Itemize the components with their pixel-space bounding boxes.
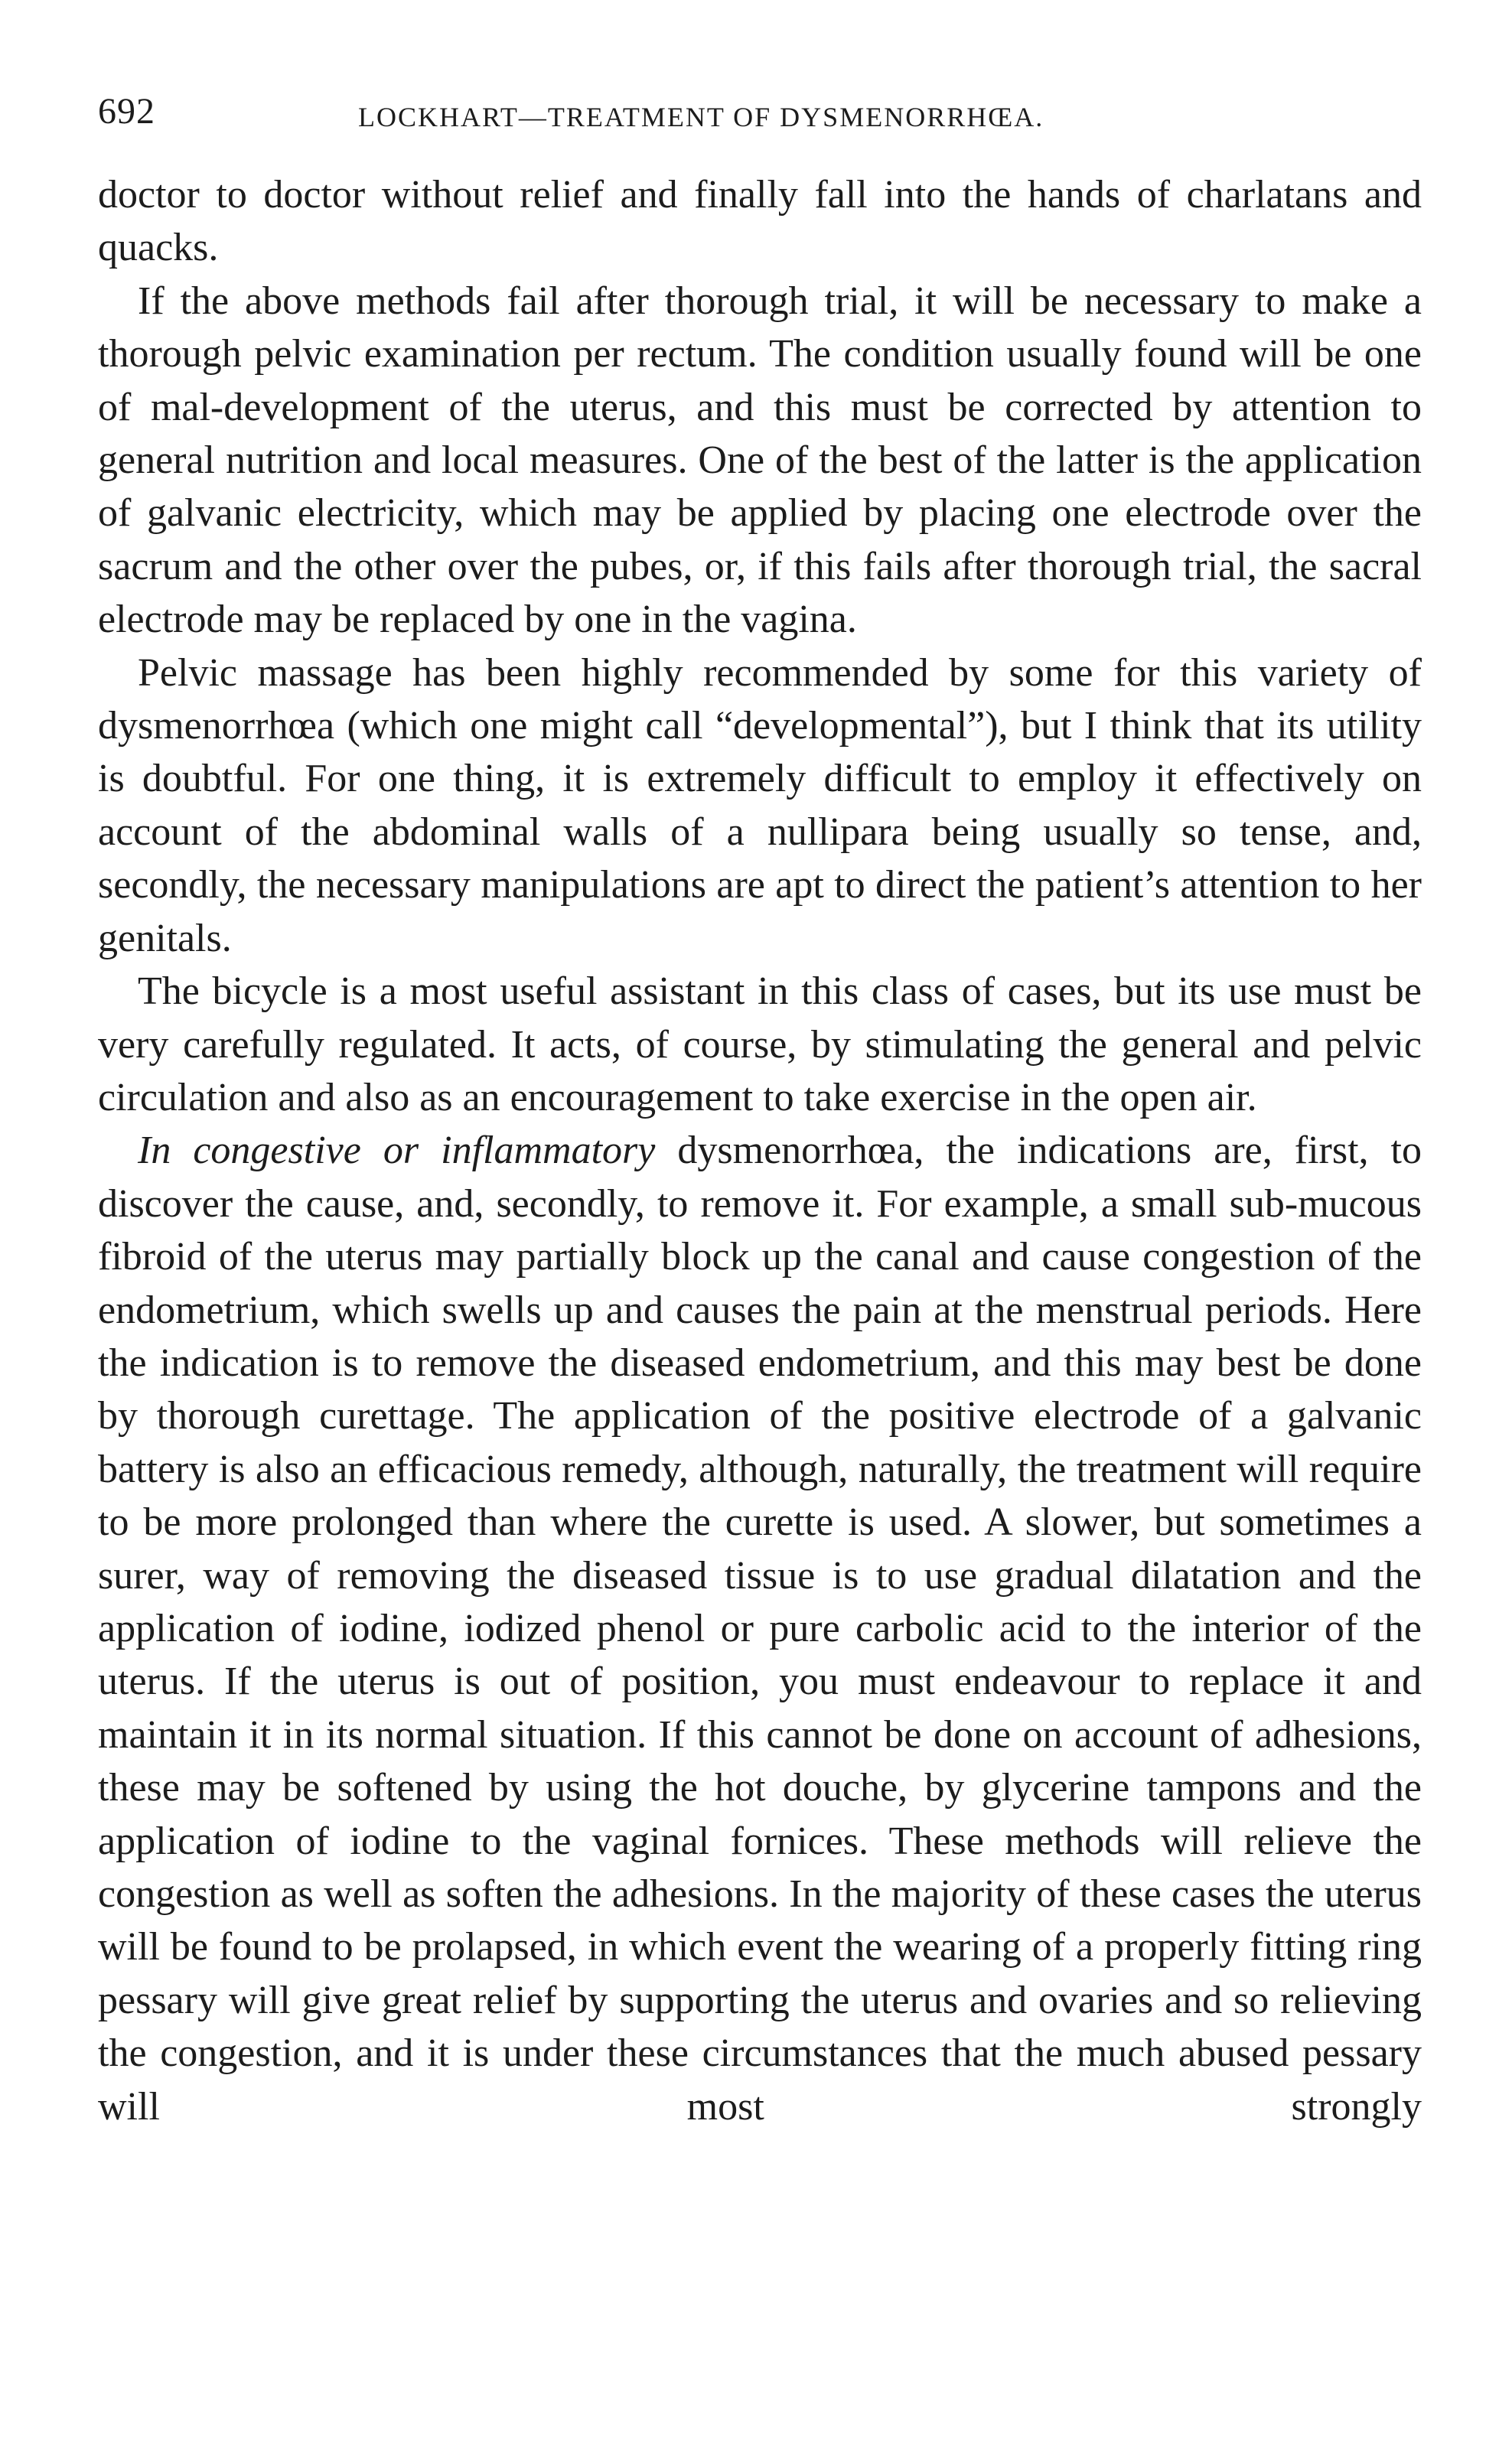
paragraph-bicycle: The bicycle is a most useful assistant in this class of cases, but its use must be very carefully regulated. It acts, of course, by stimulating the general and pelvic circulation and also as an encouragement to take exercise in the open air. [98,969,1422,1119]
body-text [98,168,1422,2133]
italic-lead-phrase: In congestive or inflammatory [138,1129,656,1173]
paragraph-pelvic-massage: Pelvic massage has been highly recommended by some for this variety of dysmenorrhœa (which one might call “developmental”), but I think that its utility is doubtful. For one thing, it is extremely difficult to employ it effectively on account of the abdominal walls of a nullipara being usually so tense, and, secondly, the necessary manipulations are apt to direct the patient’s attention to her genitals. [98,650,1422,960]
page-number: 692 [98,91,155,132]
running-head [98,90,1422,136]
running-title: LOCKHART—TREATMENT OF DYSMENORRHŒA. [358,102,1044,132]
paragraph-galvanic-electricity: If the above methods fail after thorough trial, it will be necessary to make a thorough pelvic examination per rectum. The condition usually found will be one of mal-development of the uterus, and this must be corrected by attention to general nutrition and local measures. One of the best of the latter is the application of galvanic electricity, which may be applied by placing one electrode over the sacrum and the other over the pubes, or, if this fails after thorough trial, the sacral electrode may be replaced by one in the vagina. [98,279,1422,642]
paragraph-continuation: doctor to doctor without relief and finally fall into the hands of charlatans and quacks. [98,173,1422,270]
paragraph-congestive-dysmenorrhoea [98,1124,1422,2133]
paragraph-text: dysmenorrhœa, the indications are, first, to discover the cause, and, secondly, to remove it. For example, a small sub-mucous fibroid of the uterus may partially block up the canal and cause congestion of the endometrium, which swells up and causes the pain at the menstrual periods. Here the indication is to remove the diseased endometrium, and this may best be done by thorough curettage. The application of the positive electrode of a galvanic battery is also an efficacious remedy, although, naturally, the treatment will require to be more prolonged than where the curette is used. A slower, but sometimes a surer, way of removing the diseased tissue is to use gradual dilatation and the application of iodine, iodized phenol or pure carbolic acid to the interior of the uterus. If the uterus is out of position, you must endeavour to replace it and maintain it in its normal situation. If this cannot be done on account of adhesions, these may be softened by using the hot douche, by glycerine tampons and the application of iodine to the vaginal fornices. These methods will relieve the congestion as well as soften the adhesions. In the majority of these cases the uterus will be found to be prolapsed, in which event the wearing of a properly fitting ring pessary will give great relief by supporting the uterus and ovaries and so relieving the congestion, and it is under these circumstances that the much abused pessary will most strongly [98,1129,1422,2129]
